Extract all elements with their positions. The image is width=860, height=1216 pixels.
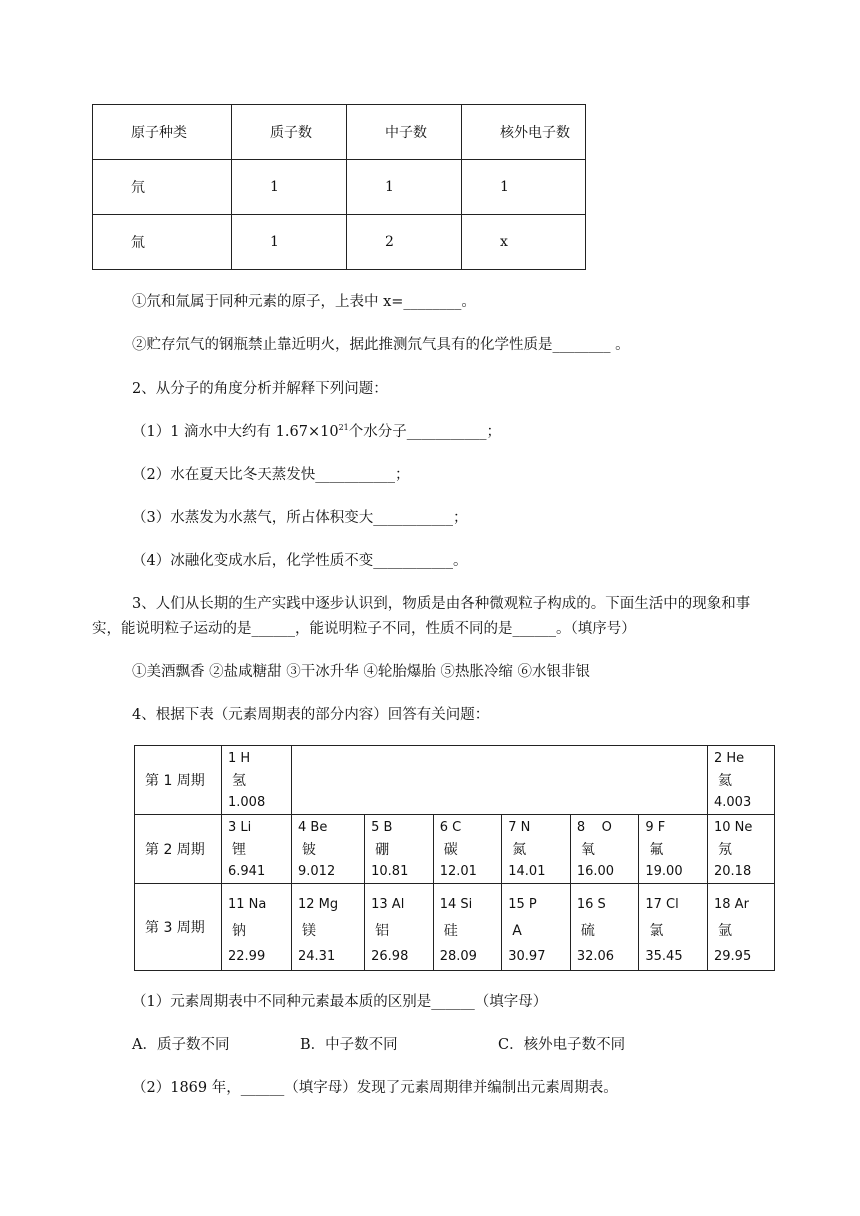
element-symbol: 10 Ne [714, 820, 753, 835]
table-cell: 氘 [93, 160, 232, 215]
q2-title: 2、从分子的角度分析并解释下列问题： [132, 381, 388, 397]
q2-item1-pre: （1）1 滴水中大约有 1.67×10 [132, 424, 339, 440]
choice-c: C．核外电子数不同 [498, 1037, 626, 1053]
element-cell [708, 815, 775, 884]
choice-b: B．中子数不同 [300, 1037, 398, 1053]
q2-item1-post: 个水分子___________； [348, 424, 501, 440]
table-header-cell: 中子数 [347, 105, 462, 160]
element-mass: 19.00 [645, 864, 683, 879]
element-mass: 9.012 [298, 864, 336, 879]
element-name: 氯 [649, 923, 664, 939]
element-mass: 10.81 [371, 864, 409, 879]
element-symbol: 5 B [371, 820, 393, 835]
period-label: 第 3 周期 [135, 884, 222, 971]
period-row-2 [135, 815, 775, 884]
element-name: 碳 [443, 842, 458, 858]
table-row [93, 215, 586, 270]
table-header-cell: 质子数 [232, 105, 347, 160]
table-cell: 氚 [93, 215, 232, 270]
element-symbol: 7 N [508, 820, 531, 835]
element-name: 锂 [232, 842, 246, 858]
element-mass: 14.01 [508, 864, 546, 879]
element-cell [292, 884, 365, 971]
q2-item4: （4）冰融化变成水后，化学性质不变___________。 [132, 553, 468, 569]
element-cell [292, 815, 365, 884]
table-cell: 1 [462, 160, 586, 215]
element-cell [222, 746, 292, 815]
table-header-cell: 核外电子数 [462, 105, 586, 160]
element-mass: 22.99 [228, 949, 266, 964]
q2-item3: （3）水蒸发为水蒸气，所占体积变大___________； [132, 510, 468, 526]
element-cell [365, 884, 434, 971]
choice-a: A．质子数不同 [132, 1037, 230, 1053]
q2-item2: （2）水在夏天比冬天蒸发快___________； [132, 467, 410, 483]
element-symbol: 1 H [228, 751, 251, 766]
table-header-row [93, 105, 586, 160]
element-symbol: 6 C [439, 820, 462, 835]
element-name: 镁 [302, 923, 316, 939]
element-symbol: 11 Na [228, 897, 267, 912]
element-mass: 24.31 [298, 949, 336, 964]
element-mass: 29.95 [714, 949, 752, 964]
q3-line2: 实，能说明粒子运动的是______，能说明粒子不同，性质不同的是______。（填序号） [92, 621, 636, 637]
period-label: 第 2 周期 [135, 815, 222, 884]
element-name: 硅 [443, 923, 458, 939]
element-name: 氢 [232, 773, 246, 789]
element-mass: 35.45 [645, 949, 683, 964]
q1-sub1: ①氘和氚属于同种元素的原子，上表中 x=________。 [132, 294, 476, 310]
element-mass: 12.01 [439, 864, 477, 879]
table-row [93, 160, 586, 215]
table-cell: x [462, 215, 586, 270]
element-cell [570, 815, 639, 884]
q3-options: ①美酒飘香 ②盐咸糖甜 ③干冰升华 ④轮胎爆胎 ⑤热胀冷缩 ⑥水银非银 [132, 664, 591, 680]
element-name: 氮 [512, 842, 527, 858]
atom-table [92, 104, 586, 270]
element-mass: 32.06 [576, 949, 615, 964]
element-mass: 20.18 [714, 864, 752, 879]
element-symbol: 16 S [576, 897, 606, 912]
element-name: 硼 [375, 842, 390, 858]
q2-item1-exponent: 21 [338, 423, 349, 432]
element-symbol: 9 F [645, 820, 666, 835]
element-symbol: 4 Be [298, 820, 328, 835]
element-name: 硫 [580, 923, 595, 939]
element-symbol: 15 P [508, 897, 537, 912]
period-label: 第 1 周期 [135, 746, 222, 815]
element-cell [570, 884, 639, 971]
element-cell [222, 884, 292, 971]
element-symbol: 2 He [714, 751, 745, 766]
element-mass: 1.008 [228, 795, 266, 810]
element-symbol: 13 Al [371, 897, 405, 912]
element-name: 铝 [375, 923, 390, 939]
element-mass: 6.941 [228, 864, 266, 879]
q2-item1 [132, 420, 501, 441]
element-cell [222, 815, 292, 884]
q4-sub1: （1）元素周期表中不同种元素最本质的区别是______（填字母） [132, 994, 548, 1010]
table-cell: 1 [232, 160, 347, 215]
q1-sub2: ②贮存氘气的钢瓶禁止靠近明火，据此推测氘气具有的化学性质是________ 。 [132, 337, 630, 353]
element-cell [502, 815, 571, 884]
table-cell: 1 [347, 160, 462, 215]
element-symbol: 17 Cl [645, 897, 679, 912]
element-name: 氦 [718, 773, 732, 789]
element-cell [639, 884, 708, 971]
q3-line1: 3、人们从长期的生产实践中逐步认识到，物质是由各种微观粒子构成的。下面生活中的现象和事 [132, 596, 751, 612]
period-row-1 [135, 746, 775, 815]
empty-span-cell [292, 746, 708, 815]
element-mass: 26.98 [371, 949, 409, 964]
element-cell [433, 884, 502, 971]
periodic-table [134, 745, 775, 971]
element-symbol: 12 Mg [298, 897, 339, 912]
element-cell [639, 815, 708, 884]
element-name: 氖 [718, 842, 732, 858]
element-cell [502, 884, 571, 971]
element-symbol: 3 Li [228, 820, 252, 835]
period-row-3 [135, 884, 775, 971]
element-mass: 16.00 [576, 864, 615, 879]
element-cell [708, 746, 775, 815]
element-name: 氩 [718, 923, 732, 939]
element-name: 氧 [580, 842, 595, 858]
element-mass: 28.09 [439, 949, 477, 964]
element-symbol: 8 O [576, 820, 612, 835]
element-name: A [512, 923, 522, 939]
element-name: 钠 [232, 923, 246, 939]
element-mass: 30.97 [508, 949, 546, 964]
q4-title: 4、根据下表（元素周期表的部分内容）回答有关问题： [132, 707, 490, 723]
q4-sub2: （2）1869 年，______（填字母）发现了元素周期律并编制出元素周期表。 [132, 1080, 618, 1096]
element-cell [365, 815, 434, 884]
element-symbol: 18 Ar [714, 897, 749, 912]
element-name: 氟 [649, 842, 664, 858]
table-cell: 2 [347, 215, 462, 270]
element-cell [433, 815, 502, 884]
element-symbol: 14 Si [439, 897, 473, 912]
element-cell [708, 884, 775, 971]
table-cell: 1 [232, 215, 347, 270]
element-name: 铍 [302, 842, 316, 858]
table-header-cell: 原子种类 [93, 105, 232, 160]
element-mass: 4.003 [714, 795, 752, 810]
